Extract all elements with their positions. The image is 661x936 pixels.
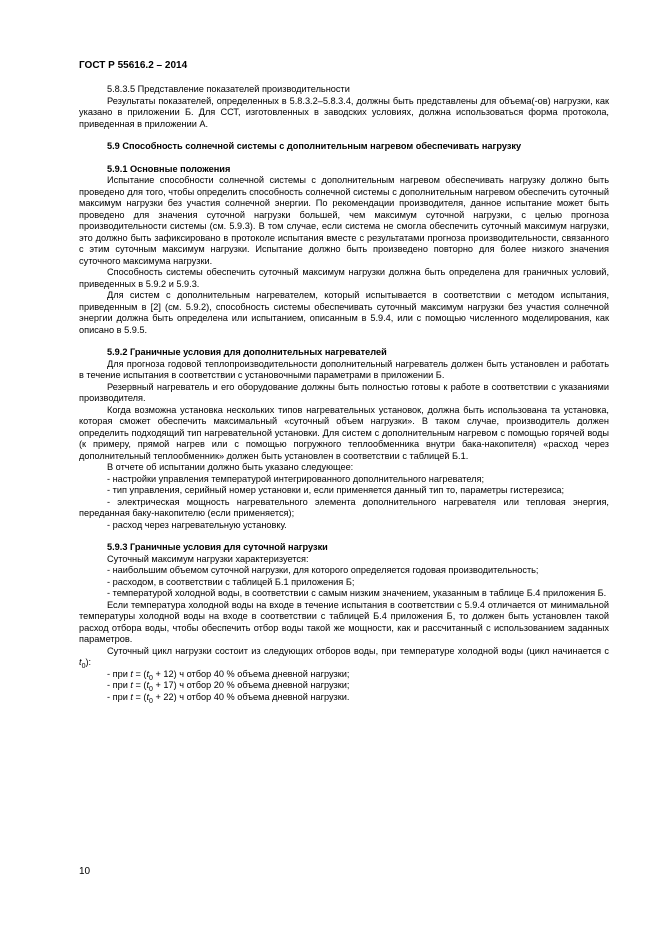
section-592-para-4: В отчете об испытании должно быть указано следующее: [107, 462, 354, 472]
section-5835-title: 5.8.3.5 Представление показателей производительности [107, 84, 350, 94]
section-593-para-3: Суточный цикл нагрузки состоит из следующих отборов воды, при температуре холодной воды (цикл начинается с $t_0$): [79, 645, 609, 670]
section-592-para-3: Когда возможна установка нескольких типов нагревательных установок, должна быть использована та установка, которая сможет обеспечить максимальный «суточный объем нагрузки». В таком случае, производитель должен определить подходящий тип нагревательной установки. Для систем с дополнительным нагревом с помощью горячей воды (к примеру, прямой нагрев или с помощью погружного теплообменника внутри бака-накопителя) «расход через дополнительный теплообменник» должен быть установлен в соответствии с таблицей Б.1. [79, 404, 609, 461]
draw-off-item-1: - при $t = (t_0 + 12)$ ч отбор 40 % объема дневной нагрузки; [107, 668, 350, 682]
section-593-list-item-2: - расходом, в соответствии с таблицей Б.1 приложения Б; [107, 576, 355, 587]
page-number: 10 [79, 866, 91, 877]
section-592-para-1: Для прогноза годовой теплопроизводительности дополнительный нагреватель должен быть установлен и работать в течение испытания в соответствии с установочными параметрами в приложении Б. [79, 358, 609, 380]
document-body [79, 84, 609, 703]
section-59-heading: 5.9 Способность солнечной системы с дополнительным нагревом обеспечивать нагрузку [107, 141, 522, 151]
section-593-list-item-1: - наибольшим объемом суточной нагрузки, для которого определяется годовая производительность; [107, 565, 539, 575]
section-593-heading: 5.9.3 Граничные условия для суточной нагрузки [107, 542, 328, 552]
section-592-list-item-1: - настройки управления температурой интегрированного дополнительного нагревателя; [107, 473, 485, 484]
section-591-para-1: Испытание способности солнечной системы с дополнительным нагревом обеспечивать нагрузку должно быть проведено для того, чтобы определить способность солнечной системы с дополнительным нагревом обеспечить суточный максимум нагрузки без участия солнечной энергии. По рекомендации производителя, данное испытание может быть проведено для значения суточной нагрузки большей, чем максимум суточной нагрузки, с целью прогноза производительности системы (см. 5.9.3). В том случае, если система не смогла обеспечить суточный максимум нагрузки, это должно быть зафиксировано в протоколе испытания вместе с результатами прогноза производительности, связанного с этим суточным максимум нагрузки. Испытание должно быть произведено повторно для более низкого значения суточного максимума нагрузки. [79, 175, 609, 266]
section-592-para-2: Резервный нагреватель и его оборудование должны быть полностью готовы к работе в соответствии с указаниями производителя. [79, 381, 609, 403]
section-593-para-1: Суточный максимум нагрузки характеризуется: [107, 553, 309, 564]
section-592-heading: 5.9.2 Граничные условия для дополнительных нагревателей [107, 347, 387, 357]
section-593-list-item-3: - температурой холодной воды, в соответствии с самым низким значением, указанным в таблице Б.4 приложения Б. [107, 588, 607, 598]
section-591-heading: 5.9.1 Основные положения [107, 163, 231, 174]
section-592-list-item-3: - электрическая мощность нагревательного элемента дополнительного нагревателя или тепловая энергия, переданная баку-накопителю (если применяется); [79, 496, 609, 518]
section-592-list-item-2: - тип управления, серийный номер установки и, если применяется данный тип то, параметры гистерезиса; [107, 485, 565, 495]
section-5835-text: Результаты показателей, определенных в 5.8.3.2–5.8.3.4, должны быть представлены для объема(-ов) нагрузки, как указано в приложении Б. Для ССТ, изготовленных в заводских условиях, должна использоваться форма протокола, приведенная в приложении А. [79, 95, 609, 129]
draw-off-item-2: - при $t = (t_0 + 17)$ ч отбор 20 % объема дневной нагрузки; [107, 680, 350, 693]
document-header: ГОСТ Р 55616.2 – 2014 [79, 60, 188, 71]
section-591-para-3: Для систем с дополнительным нагревателем, который испытывается в соответствии с методом испытания, приведенным в [2] (см. 5.9.2), способность системы обеспечивать суточный максимум нагрузки без участия солнечной энергии должна быть определена или испытанием, описанным в 5.9.4, или с помощью численного моделирования, как описано в 5.9.5. [79, 290, 609, 335]
section-593-para-2: Если температура холодной воды на входе в течение испытания в соответствии с 5.9.4 отличается от минимальной температуры холодной воды на входе в соответствии с таблицей Б.4 приложения Б, то должен быть установлен такой расход отбора воды, чтобы обеспечить отбор воды такой же мощности, как и рассчитанный с использованием заданных параметров. [79, 599, 609, 644]
section-592-list-item-4: - расход через нагревательную установку. [107, 519, 287, 530]
draw-off-item-3: - при $t = (t_0 + 22)$ ч отбор 40 % объема дневной нагрузки. [107, 691, 350, 705]
section-591-para-2: Способность системы обеспечить суточный максимум нагрузки должна быть определена для граничных условий, приведенных в 5.9.2 и 5.9.3. [79, 267, 609, 289]
